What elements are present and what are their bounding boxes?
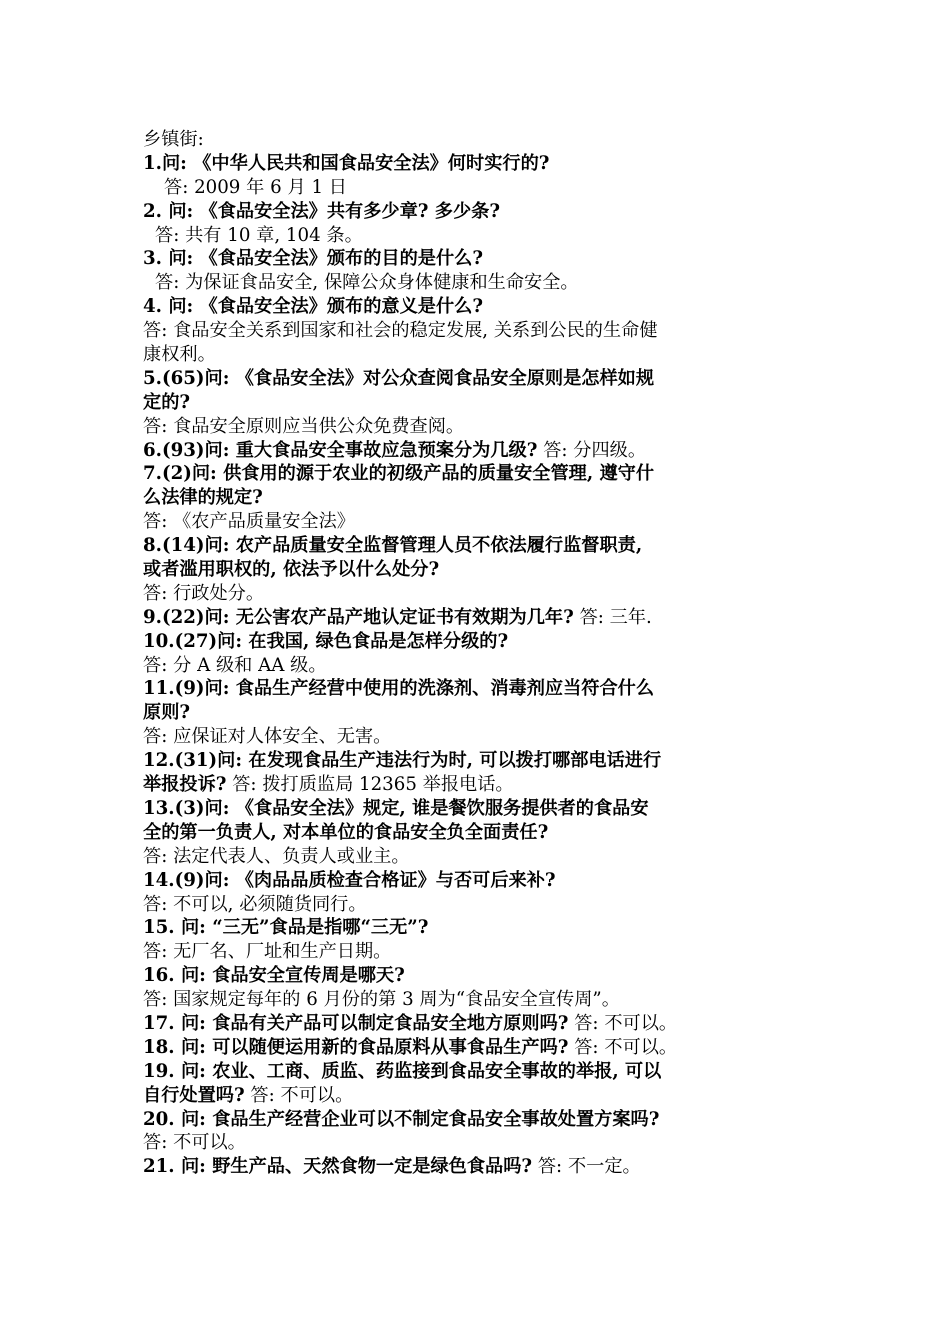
answer-12: 答: 拨打质监局 12365 举报电话。 xyxy=(232,774,514,796)
question-12-line2: 举报投诉? xyxy=(143,774,227,796)
qa-line-21 xyxy=(143,1155,808,1179)
question-19-line1: 19. 问: 农业、工商、质监、药监接到食品安全事故的举报, 可以 xyxy=(143,1060,662,1082)
answer-7: 答: 《农产品质量安全法》 xyxy=(143,511,355,533)
question-16: 16. 问: 食品安全宣传周是哪天? xyxy=(143,965,405,987)
header-label: 乡镇街: xyxy=(143,129,204,150)
answer-18: 答: 不可以。 xyxy=(574,1036,678,1058)
question-6: 6.(93)问: 重大食品安全事故应急预案分为几级? xyxy=(143,439,538,461)
question-3: 3. 问: 《食品安全法》颁布的目的是什么? xyxy=(143,248,484,270)
question-4: 4. 问: 《食品安全法》颁布的意义是什么? xyxy=(143,296,484,318)
answer-5: 答: 食品安全原则应当供公众免费查阅。 xyxy=(143,415,465,437)
question-21: 21. 问: 野生产品、天然食物一定是绿色食品吗? xyxy=(143,1156,533,1178)
answer-17: 答: 不可以。 xyxy=(574,1012,678,1034)
answer-6: 答: 分四级。 xyxy=(543,439,647,461)
question-10: 10.(27)问: 在我国, 绿色食品是怎样分级的? xyxy=(143,630,509,652)
question-2: 2. 问: 《食品安全法》共有多少章? 多少条? xyxy=(143,200,501,222)
answer-11: 答: 应保证对人体安全、无害。 xyxy=(143,726,392,748)
answer-20: 答: 不可以。 xyxy=(143,1132,246,1154)
qa-line-19 xyxy=(143,1084,808,1108)
document-page xyxy=(143,128,808,1179)
answer-3: 答: 为保证食品安全, 保障公众身体健康和生命安全。 xyxy=(155,272,579,294)
question-19-line2: 自行处置吗? xyxy=(143,1084,245,1106)
answer-4-line2: 康权利。 xyxy=(143,344,216,366)
answer-9: 答: 三年. xyxy=(579,606,652,628)
answer-13: 答: 法定代表人、负责人或业主。 xyxy=(143,845,410,867)
answer-21: 答: 不一定。 xyxy=(537,1156,641,1178)
question-7-line1: 7.(2)问: 供食用的源于农业的初级产品的质量安全管理, 遵守什 xyxy=(143,463,655,485)
qa-line-6 xyxy=(143,439,808,463)
question-5-line2: 定的? xyxy=(143,391,191,413)
answer-15: 答: 无厂名、厂址和生产日期。 xyxy=(143,941,392,963)
qa-line-12 xyxy=(143,773,808,797)
question-7-line2: 么法律的规定? xyxy=(143,487,263,509)
answer-16: 答: 国家规定每年的 6 月份的第 3 周为“食品安全宣传周”。 xyxy=(143,989,620,1011)
qa-line-18 xyxy=(143,1036,808,1060)
question-8-line1: 8.(14)问: 农产品质量安全监督管理人员不依法履行监督职责, xyxy=(143,535,643,557)
question-13-line1: 13.(3)问: 《食品安全法》规定, 谁是餐饮服务提供者的食品安 xyxy=(143,797,649,819)
question-11-line1: 11.(9)问: 食品生产经营中使用的洗涤剂、消毒剂应当符合什么 xyxy=(143,678,655,700)
answer-2: 答: 共有 10 章, 104 条。 xyxy=(155,224,363,246)
answer-10: 答: 分 A 级和 AA 级。 xyxy=(143,654,327,676)
answer-8: 答: 行政处分。 xyxy=(143,582,265,604)
answer-4-line1: 答: 食品安全关系到国家和社会的稳定发展, 关系到公民的生命健 xyxy=(143,320,658,342)
answer-1: 答: 2009 年 6 月 1 日 xyxy=(164,176,347,198)
question-17: 17. 问: 食品有关产品可以制定食品安全地方原则吗? xyxy=(143,1012,569,1034)
question-9: 9.(22)问: 无公害农产品产地认定证书有效期为几年? xyxy=(143,606,574,628)
question-18: 18. 问: 可以随便运用新的食品原料从事食品生产吗? xyxy=(143,1036,569,1058)
question-1: 1.问: 《中华人民共和国食品安全法》何时实行的? xyxy=(143,152,550,174)
question-13-line2: 全的第一负责人, 对本单位的食品安全负全面责任? xyxy=(143,821,549,843)
question-20: 20. 问: 食品生产经营企业可以不制定食品安全事故处置方案吗? xyxy=(143,1108,660,1130)
qa-line-9 xyxy=(143,606,808,630)
question-8-line2: 或者滥用职权的, 依法予以什么处分? xyxy=(143,559,440,581)
answer-14: 答: 不可以, 必须随货同行。 xyxy=(143,893,367,915)
answer-19: 答: 不可以。 xyxy=(250,1084,354,1106)
question-14: 14.(9)问: 《肉品品质检查合格证》与否可后来补? xyxy=(143,869,556,891)
question-5-line1: 5.(65)问: 《食品安全法》对公众查阅食品安全原则是怎样如规 xyxy=(143,367,655,389)
question-11-line2: 原则? xyxy=(143,702,191,724)
question-15: 15. 问: “三无”食品是指哪“三无”? xyxy=(143,917,429,939)
question-12-line1: 12.(31)问: 在发现食品生产违法行为时, 可以拨打哪部电话进行 xyxy=(143,750,662,772)
qa-line-17 xyxy=(143,1012,808,1036)
